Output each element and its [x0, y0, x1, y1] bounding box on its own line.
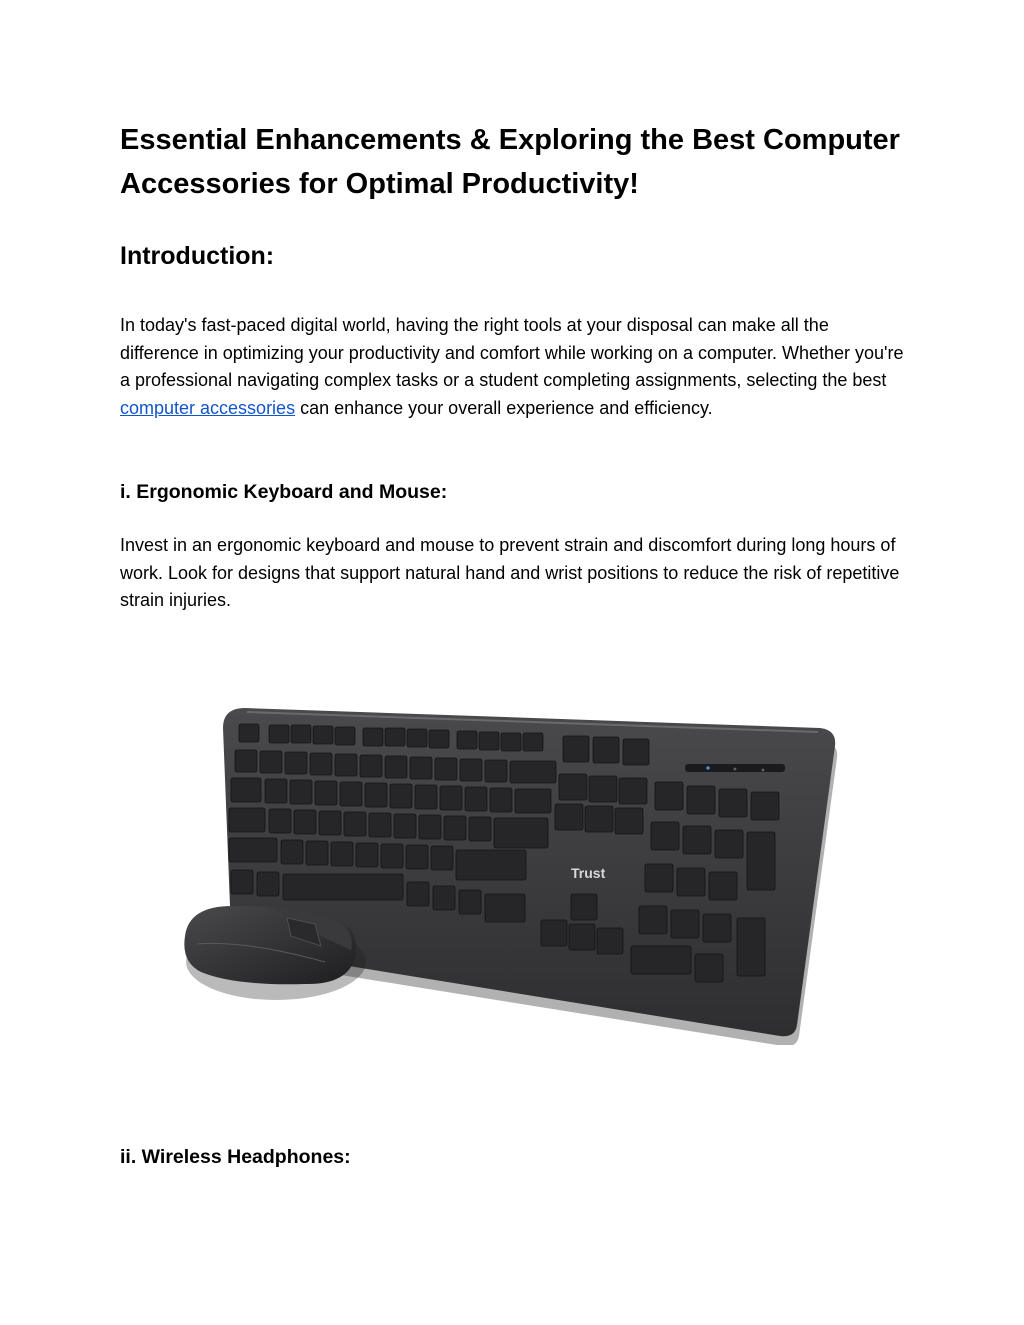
intro-heading: Introduction:	[120, 242, 275, 270]
intro-text-before-link: In today's fast-paced digital world, having the right tools at your disposal can make all the difference in optimizing your productivity and comfort while working on a computer. Whether you're a professional navigating complex tasks or a student completing assignments, selecting the best	[120, 315, 904, 391]
document-title: Essential Enhancements & Exploring the Best Computer Accessories for Optimal Productivity!	[120, 124, 900, 200]
computer-accessories-link[interactable]: computer accessories	[120, 398, 296, 419]
intro-paragraph	[120, 312, 910, 423]
intro-text-after-link: can enhance your overall experience and efficiency.	[295, 398, 713, 419]
section-heading-keyboard-mouse: i. Ergonomic Keyboard and Mouse:	[120, 481, 448, 503]
keyboard-mouse-photo-icon	[175, 700, 840, 1045]
trust-logo: Trust	[571, 865, 606, 881]
keyboard-mouse-image	[175, 700, 840, 1045]
section-heading-wireless-headphones: ii. Wireless Headphones:	[120, 1146, 351, 1168]
keyboard-mouse-paragraph: Invest in an ergonomic keyboard and mouse to prevent strain and discomfort during long hours of work. Look for designs that support natural hand and wrist positions to reduce the risk of repetitive strain injuries.	[120, 535, 900, 611]
